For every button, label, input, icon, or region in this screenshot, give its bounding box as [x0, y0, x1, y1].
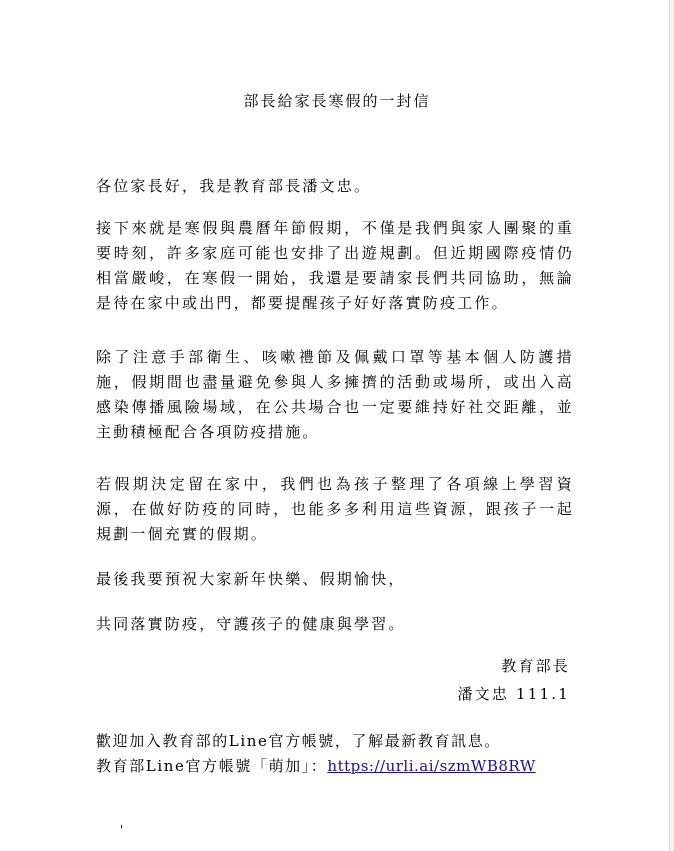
stray-mark: ' [120, 823, 124, 837]
body-paragraph: 接下來就是寒假與農曆年節假期，不僅是我們與家人團聚的重要時刻，許多家庭可能也安排了出遊規劃。但近期國際疫情仍相當嚴峻，在寒假一開始，我還是要請家長們共同協助，無論是待在家中或出門，都要提醒孩子好好落實防疫工作。 [96, 219, 574, 312]
line-account-notice: 歡迎加入教育部的Line官方帳號，了解最新教育訊息。 [96, 732, 501, 750]
signature-title: 教育部長 [501, 657, 570, 675]
closing-wish: 最後我要預祝大家新年快樂、假期愉快， [96, 570, 406, 588]
closing-line: 共同落實防疫，守護孩子的健康與學習。 [96, 615, 406, 633]
letter-title: 部長給家長寒假的一封信 [243, 92, 431, 110]
body-paragraph: 若假期決定留在家中，我們也為孩子整理了各項線上學習資源，在做好防疫的同時，也能多多利用這些資源，跟孩子一起規劃一個充實的假期。 [96, 475, 574, 543]
line-account-label: 教育部Line官方帳號「萌加」： [96, 757, 328, 775]
signature-name-date: 潘文忠 111.1 [457, 685, 570, 703]
line-account-link[interactable]: https://urli.ai/szmWB8RW [327, 757, 536, 775]
body-paragraph: 除了注意手部衛生、咳嗽禮節及佩戴口罩等基本個人防護措施，假期間也盡量避免參與人多擁擠的活動或場所，或出入高感染傳播風險場域，在公共場合也一定要維持好社交距離，並主動積極配合各項防疫措施。 [96, 348, 574, 441]
line-account-row [96, 755, 536, 776]
page-edge [669, 0, 674, 851]
greeting-paragraph: 各位家長好，我是教育部長潘文忠。 [96, 177, 372, 195]
